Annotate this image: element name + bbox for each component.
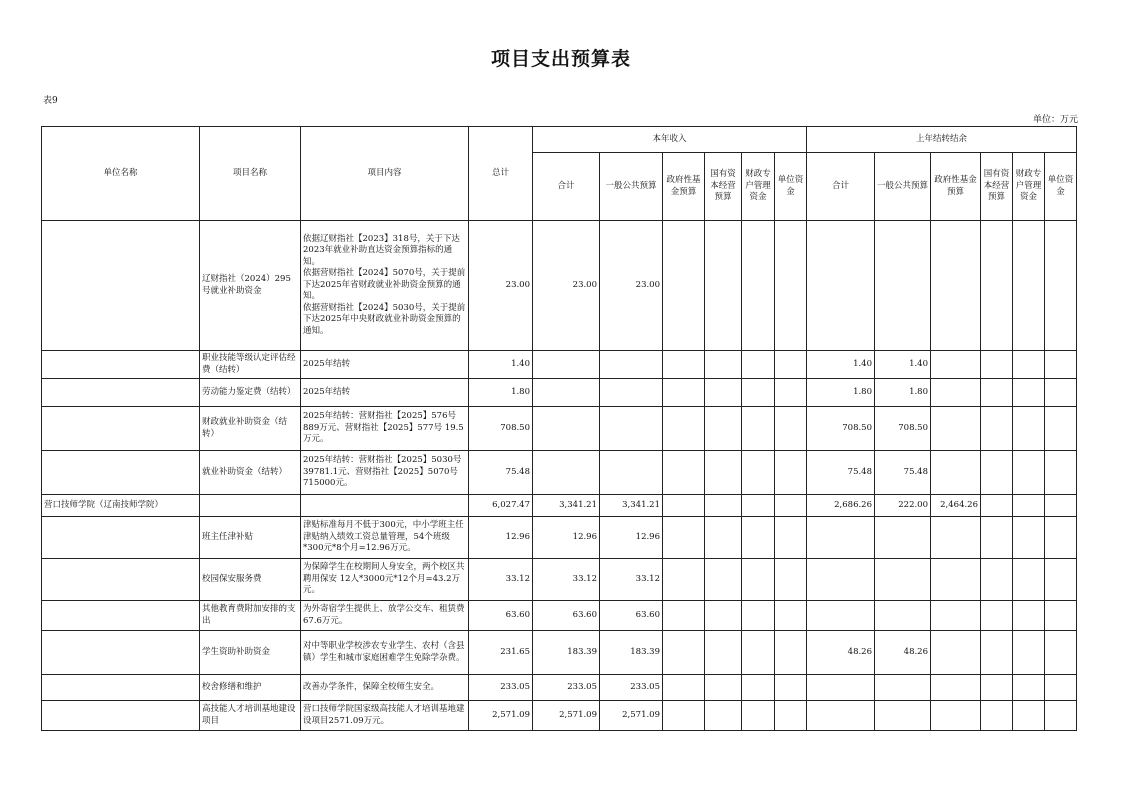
cell-amount [1013, 601, 1045, 631]
budget-table [41, 126, 1077, 731]
table-row [42, 601, 1077, 631]
cell-amount [663, 495, 705, 517]
cell-amount [981, 351, 1013, 379]
cell-amount [1045, 351, 1077, 379]
cell-amount [705, 495, 742, 517]
table-row [42, 407, 1077, 451]
cell-amount [981, 559, 1013, 601]
cell-amount: 1.40 [875, 351, 931, 379]
cell-amount [663, 701, 705, 731]
cell-amount [705, 701, 742, 731]
cell-project-content [301, 495, 469, 517]
cell-amount [775, 379, 807, 407]
cell-amount: 3,341.21 [600, 495, 663, 517]
cell-amount [705, 407, 742, 451]
cell-amount [931, 701, 981, 731]
cell-amount [705, 351, 742, 379]
header-income-state-capital: 国有资本经营预算 [705, 153, 742, 221]
cell-amount: 2,686.26 [807, 495, 875, 517]
cell-amount [807, 601, 875, 631]
table-row [42, 517, 1077, 559]
cell-unit-name [42, 379, 200, 407]
cell-amount [742, 517, 775, 559]
cell-project-content: 依据辽财指社【2023】318号，关于下达2023年就业补助直达资金预算指标的通知。 依据营财指社【2024】5070号，关于提前下达2025年省财政就业补助资金预算的通知。 依据营财指社【2024】5030号，关于提前下达2025年中央财政就业补助资金预算的通知。 [301, 221, 469, 351]
cell-amount [981, 495, 1013, 517]
cell-amount: 183.39 [533, 631, 600, 675]
cell-amount: 2,464.26 [931, 495, 981, 517]
cell-project-name: 财政就业补助资金（结转） [200, 407, 301, 451]
cell-amount [663, 517, 705, 559]
cell-project-content: 为保障学生在校期间人身安全，两个校区共聘用保安 12人*3000元*12个月=43.2万元。 [301, 559, 469, 601]
cell-amount: 23.00 [469, 221, 533, 351]
cell-amount: 12.96 [600, 517, 663, 559]
cell-amount [807, 517, 875, 559]
cell-amount: 63.60 [600, 601, 663, 631]
cell-amount: 33.12 [533, 559, 600, 601]
cell-amount [1013, 407, 1045, 451]
header-carryover: 上年结转结余 [807, 127, 1077, 153]
header-carry-fund: 政府性基金预算 [931, 153, 981, 221]
cell-amount: 12.96 [533, 517, 600, 559]
cell-amount [1013, 221, 1045, 351]
cell-project-content: 对中等职业学校涉农专业学生、农村（含县镇）学生和城市家庭困难学生免除学杂费。 [301, 631, 469, 675]
cell-amount: 23.00 [600, 221, 663, 351]
cell-amount [931, 559, 981, 601]
header-unit-name: 单位名称 [42, 127, 200, 221]
cell-amount [981, 701, 1013, 731]
cell-amount [931, 631, 981, 675]
cell-amount [705, 601, 742, 631]
cell-amount [533, 351, 600, 379]
cell-amount [775, 221, 807, 351]
cell-unit-name [42, 451, 200, 495]
cell-amount [705, 631, 742, 675]
cell-amount [775, 495, 807, 517]
cell-project-name: 劳动能力鉴定费（结转） [200, 379, 301, 407]
cell-amount: 1.80 [875, 379, 931, 407]
cell-amount [705, 559, 742, 601]
cell-project-content: 2025年结转：营财指社【2025】5030号 39781.1元、营财指社【2025】5070号 715000元。 [301, 451, 469, 495]
cell-amount [775, 601, 807, 631]
cell-amount [931, 517, 981, 559]
cell-amount: 2,571.09 [600, 701, 663, 731]
cell-amount [742, 379, 775, 407]
cell-amount [981, 221, 1013, 351]
cell-amount [875, 601, 931, 631]
cell-amount: 75.48 [807, 451, 875, 495]
cell-amount [1045, 495, 1077, 517]
cell-amount [1013, 517, 1045, 559]
table-row [42, 451, 1077, 495]
cell-amount [1045, 701, 1077, 731]
cell-amount: 33.12 [469, 559, 533, 601]
cell-amount [1013, 701, 1045, 731]
cell-project-name: 职业技能等级认定评估经费（结转） [200, 351, 301, 379]
cell-amount: 1.40 [469, 351, 533, 379]
cell-amount [600, 451, 663, 495]
cell-amount: 233.05 [533, 675, 600, 701]
table-row [42, 701, 1077, 731]
cell-amount [742, 601, 775, 631]
table-row [42, 495, 1077, 517]
cell-amount [533, 451, 600, 495]
cell-unit-name [42, 351, 200, 379]
cell-amount [875, 517, 931, 559]
cell-amount [1013, 451, 1045, 495]
cell-amount [742, 495, 775, 517]
cell-amount: 2,571.09 [469, 701, 533, 731]
cell-amount: 1.40 [807, 351, 875, 379]
cell-amount [1045, 451, 1077, 495]
cell-amount [931, 351, 981, 379]
table-row [42, 221, 1077, 351]
cell-amount [705, 517, 742, 559]
cell-amount [705, 379, 742, 407]
cell-unit-name [42, 221, 200, 351]
table-row [42, 559, 1077, 601]
cell-amount: 708.50 [807, 407, 875, 451]
table-number: 表9 [43, 96, 58, 106]
cell-amount [600, 351, 663, 379]
cell-amount [1013, 351, 1045, 379]
cell-amount [775, 407, 807, 451]
cell-amount [775, 631, 807, 675]
cell-amount: 63.60 [533, 601, 600, 631]
cell-amount [705, 675, 742, 701]
cell-amount: 708.50 [875, 407, 931, 451]
cell-project-content: 2025年结转 [301, 351, 469, 379]
cell-amount [807, 675, 875, 701]
cell-amount [981, 451, 1013, 495]
cell-amount [1045, 559, 1077, 601]
cell-amount: 3,341.21 [533, 495, 600, 517]
header-carry-state-capital: 国有资本经营预算 [981, 153, 1013, 221]
cell-project-content: 改善办学条件，保障全校师生安全。 [301, 675, 469, 701]
unit-label: 单位：万元 [1032, 115, 1078, 125]
cell-amount [533, 379, 600, 407]
cell-amount [742, 559, 775, 601]
cell-amount: 75.48 [469, 451, 533, 495]
cell-amount [981, 675, 1013, 701]
header-income-fund: 政府性基金预算 [663, 153, 705, 221]
cell-project-name: 校园保安服务费 [200, 559, 301, 601]
header-carry-special-account: 财政专户管理资金 [1013, 153, 1045, 221]
cell-amount [875, 675, 931, 701]
cell-amount: 1.80 [807, 379, 875, 407]
cell-amount [663, 379, 705, 407]
header-carry-unit-funds: 单位资金 [1045, 153, 1077, 221]
cell-amount: 1.80 [469, 379, 533, 407]
cell-amount: 222.00 [875, 495, 931, 517]
cell-amount [981, 631, 1013, 675]
header-project-content: 项目内容 [301, 127, 469, 221]
cell-unit-name [42, 675, 200, 701]
cell-amount [663, 675, 705, 701]
cell-amount [742, 351, 775, 379]
cell-project-content: 营口技师学院国家级高技能人才培训基地建设项目2571.09万元。 [301, 701, 469, 731]
cell-amount [807, 559, 875, 601]
cell-amount [663, 559, 705, 601]
cell-amount: 63.60 [469, 601, 533, 631]
cell-amount [742, 451, 775, 495]
cell-project-name: 就业补助资金（结转） [200, 451, 301, 495]
cell-amount [705, 451, 742, 495]
cell-amount [931, 407, 981, 451]
table-row [42, 675, 1077, 701]
cell-amount [663, 451, 705, 495]
cell-amount [663, 221, 705, 351]
header-total: 总计 [469, 127, 533, 221]
cell-amount [875, 221, 931, 351]
cell-unit-name [42, 407, 200, 451]
cell-amount [1013, 559, 1045, 601]
cell-amount: 233.05 [600, 675, 663, 701]
cell-amount [931, 379, 981, 407]
cell-amount [807, 221, 875, 351]
cell-amount [875, 559, 931, 601]
cell-amount: 12.96 [469, 517, 533, 559]
cell-amount [981, 379, 1013, 407]
cell-amount [663, 601, 705, 631]
cell-amount [663, 351, 705, 379]
table-row [42, 631, 1077, 675]
cell-project-name: 班主任津补贴 [200, 517, 301, 559]
header-income-unit-funds: 单位资金 [775, 153, 807, 221]
cell-amount: 231.65 [469, 631, 533, 675]
cell-amount [1045, 221, 1077, 351]
cell-amount [1045, 517, 1077, 559]
cell-amount [931, 221, 981, 351]
cell-amount [775, 451, 807, 495]
cell-amount: 33.12 [600, 559, 663, 601]
header-carry-general: 一般公共预算 [875, 153, 931, 221]
header-current-income: 本年收入 [533, 127, 807, 153]
cell-amount [931, 451, 981, 495]
cell-project-content: 2025年结转：营财指社【2025】576号 889万元、营财指社【2025】577号 19.5万元。 [301, 407, 469, 451]
cell-amount [600, 407, 663, 451]
cell-amount [981, 407, 1013, 451]
cell-amount [1045, 379, 1077, 407]
cell-project-name: 辽财指社（2024）295号就业补助资金 [200, 221, 301, 351]
cell-project-content: 2025年结转 [301, 379, 469, 407]
cell-amount: 6,027.47 [469, 495, 533, 517]
cell-amount [775, 701, 807, 731]
cell-amount [742, 407, 775, 451]
cell-amount [1013, 495, 1045, 517]
cell-amount [807, 701, 875, 731]
cell-amount [663, 631, 705, 675]
table-row [42, 379, 1077, 407]
cell-amount [1013, 631, 1045, 675]
cell-amount [1013, 675, 1045, 701]
cell-amount [1013, 379, 1045, 407]
cell-unit-name [42, 701, 200, 731]
cell-amount [742, 675, 775, 701]
cell-amount [775, 559, 807, 601]
cell-amount: 233.05 [469, 675, 533, 701]
cell-amount [981, 601, 1013, 631]
cell-amount [663, 407, 705, 451]
cell-amount [981, 517, 1013, 559]
cell-project-name: 高技能人才培训基地建设项目 [200, 701, 301, 731]
header-project-name: 项目名称 [200, 127, 301, 221]
cell-unit-name [42, 559, 200, 601]
cell-amount [533, 407, 600, 451]
cell-amount [742, 221, 775, 351]
cell-project-name: 学生资助补助资金 [200, 631, 301, 675]
cell-amount [1045, 407, 1077, 451]
cell-amount: 2,571.09 [533, 701, 600, 731]
cell-amount: 48.26 [807, 631, 875, 675]
cell-amount: 48.26 [875, 631, 931, 675]
cell-project-name [200, 495, 301, 517]
cell-amount [931, 675, 981, 701]
cell-amount [775, 351, 807, 379]
cell-amount: 708.50 [469, 407, 533, 451]
cell-unit-name [42, 601, 200, 631]
cell-amount [1045, 631, 1077, 675]
cell-project-content: 津贴标准每月不低于300元，中小学班主任津贴纳入绩效工资总量管理，54个班级*300元*8个月=12.96万元。 [301, 517, 469, 559]
header-carry-subtotal: 合计 [807, 153, 875, 221]
cell-amount [775, 517, 807, 559]
cell-amount [600, 379, 663, 407]
header-income-subtotal: 合计 [533, 153, 600, 221]
cell-amount [1045, 601, 1077, 631]
header-income-special-account: 财政专户管理资金 [742, 153, 775, 221]
cell-amount: 183.39 [600, 631, 663, 675]
cell-unit-name: 营口技师学院（辽南技师学院） [42, 495, 200, 517]
cell-unit-name [42, 631, 200, 675]
cell-unit-name [42, 517, 200, 559]
cell-amount [775, 675, 807, 701]
cell-project-content: 为外寄宿学生提供上、放学公交车、租赁费67.6万元。 [301, 601, 469, 631]
cell-amount [875, 701, 931, 731]
cell-project-name: 其他教育费附加安排的支出 [200, 601, 301, 631]
cell-amount: 23.00 [533, 221, 600, 351]
cell-amount [742, 631, 775, 675]
header-income-general: 一般公共预算 [600, 153, 663, 221]
cell-amount [742, 701, 775, 731]
page-title: 项目支出预算表 [490, 48, 631, 70]
cell-amount [705, 221, 742, 351]
table-row [42, 351, 1077, 379]
cell-amount [1045, 675, 1077, 701]
cell-amount: 75.48 [875, 451, 931, 495]
cell-project-name: 校舍修缮和维护 [200, 675, 301, 701]
cell-amount [931, 601, 981, 631]
